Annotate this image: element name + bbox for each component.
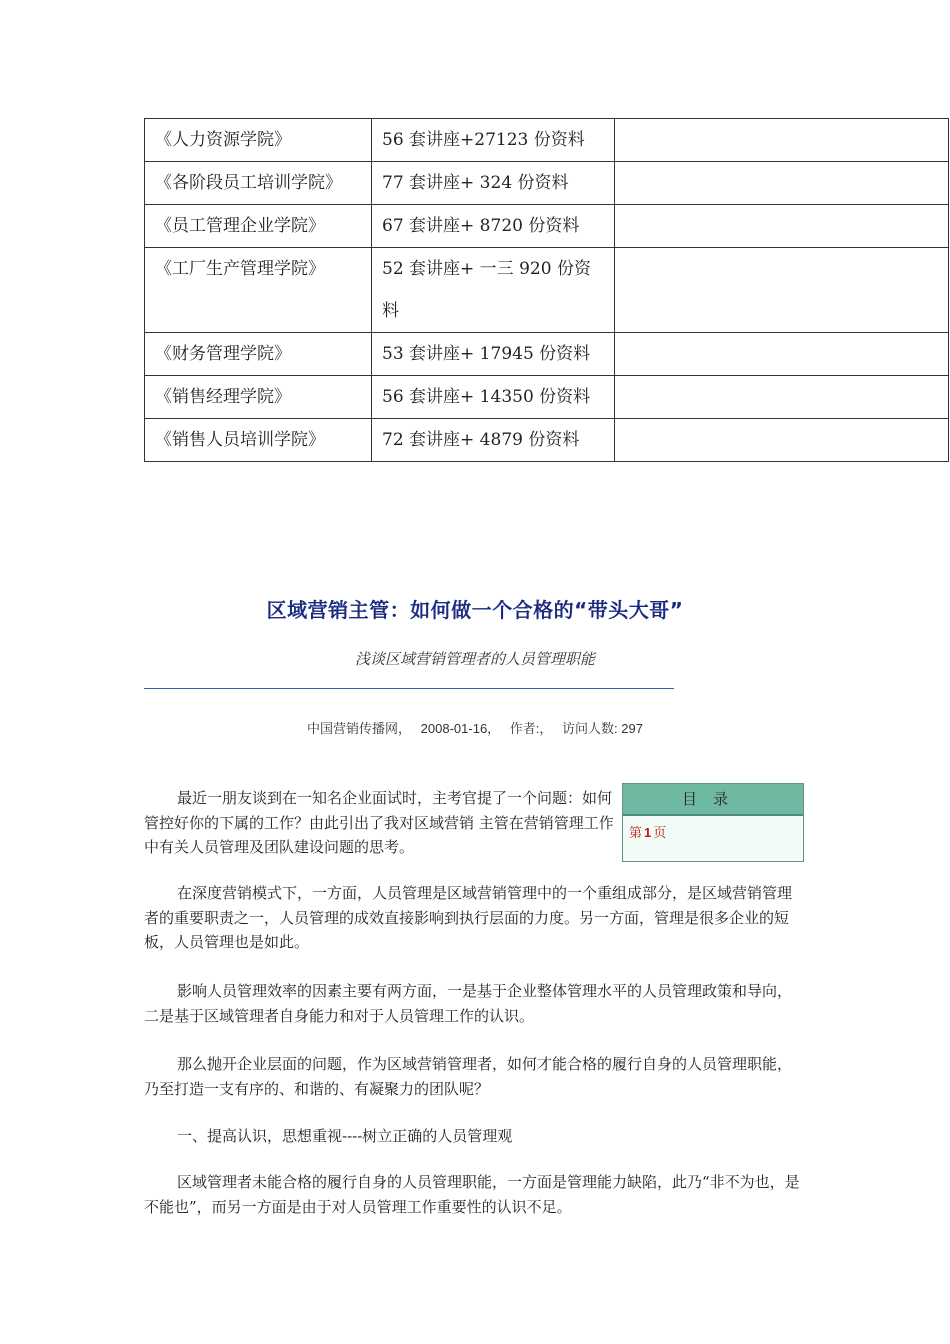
course-info-cell: 56 套讲座+27123 份资料	[372, 119, 615, 162]
course-table-body	[145, 119, 949, 462]
toc-heading: 目录	[623, 784, 803, 816]
course-name-cell: 《工厂生产管理学院》	[145, 248, 372, 333]
course-info-cell: 52 套讲座+ 一三 920 份资料	[372, 248, 615, 333]
table-row	[145, 162, 949, 205]
course-extra-cell	[615, 419, 949, 462]
paragraph-5: 区域管理者未能合格的履行自身的人员管理职能，一方面是管理能力缺陷，此乃“非不为也，是不能也”，而另一方面是由于对人员管理工作重要性的认识不足。	[144, 1173, 800, 1216]
paragraph-2: 在深度营销模式下，一方面，人员管理是区域营销管理中的一个重组成部分，是区域营销管理者的重要职责之一，人员管理的成效直接影响到执行层面的力度。另一方面，管理是很多企业的短板，人员管理也是如此。	[144, 884, 793, 951]
course-extra-cell	[615, 119, 949, 162]
article-subtitle: 浅谈区域营销管理者的人员管理职能	[354, 650, 595, 668]
course-name-cell: 《财务管理学院》	[145, 333, 372, 376]
meta-author: 作者:，	[509, 721, 553, 736]
course-extra-cell	[615, 376, 949, 419]
table-row	[145, 419, 949, 462]
meta-visits: 访问人数: 297	[562, 721, 643, 736]
course-info-cell: 56 套讲座+ 14350 份资料	[372, 376, 615, 419]
table-row	[145, 119, 949, 162]
course-name-cell: 《人力资源学院》	[145, 119, 372, 162]
table-row	[145, 333, 949, 376]
table-row	[145, 376, 949, 419]
table-row	[145, 248, 949, 333]
course-extra-cell	[615, 248, 949, 333]
course-extra-cell	[615, 333, 949, 376]
course-info-cell: 72 套讲座+ 4879 份资料	[372, 419, 615, 462]
toc-item-suffix: 页	[653, 825, 667, 840]
course-name-cell: 《销售人员培训学院》	[145, 419, 372, 462]
course-info-cell: 77 套讲座+ 324 份资料	[372, 162, 615, 205]
course-name-cell: 《各阶段员工培训学院》	[145, 162, 372, 205]
toc-box	[622, 783, 804, 862]
meta-source: 中国营销传播网，	[307, 721, 412, 736]
title-divider	[144, 688, 674, 689]
course-name-cell: 《销售经理学院》	[145, 376, 372, 419]
toc-item-prefix: 第	[629, 825, 643, 840]
course-info-cell: 53 套讲座+ 17945 份资料	[372, 333, 615, 376]
paragraph-4: 那么抛开企业层面的问题，作为区域营销管理者，如何才能合格的履行自身的人员管理职能，乃至打造一支有序的、和谐的、有凝聚力的团队呢？	[144, 1055, 793, 1098]
course-extra-cell	[615, 162, 949, 205]
article-title: 区域营销主管：如何做一个合格的“带头大哥”	[266, 598, 684, 622]
paragraph-1: 最近一朋友谈到在一知名企业面试时，主考官提了一个问题：如何管控好你的下属的工作？由此引出了我对区域营销 主管在营销管理工作中有关人员管理及团队建设问题的思考。	[144, 789, 614, 856]
course-info-cell: 67 套讲座+ 8720 份资料	[372, 205, 615, 248]
toc-item-page-1[interactable]	[623, 816, 803, 841]
table-row	[145, 205, 949, 248]
paragraph-3: 影响人员管理效率的因素主要有两方面，一是基于企业整体管理水平的人员管理政策和导向，二是基于区域管理者自身能力和对于人员管理工作的认识。	[144, 982, 793, 1025]
course-name-cell: 《员工管理企业学院》	[145, 205, 372, 248]
course-table	[144, 118, 949, 462]
section-heading-1: 一、提高认识，思想重视----树立正确的人员管理观	[177, 1127, 513, 1145]
article-meta	[0, 718, 950, 737]
meta-date: 2008-01-16，	[420, 721, 501, 736]
toc-item-page: 1	[644, 825, 652, 840]
course-extra-cell	[615, 205, 949, 248]
